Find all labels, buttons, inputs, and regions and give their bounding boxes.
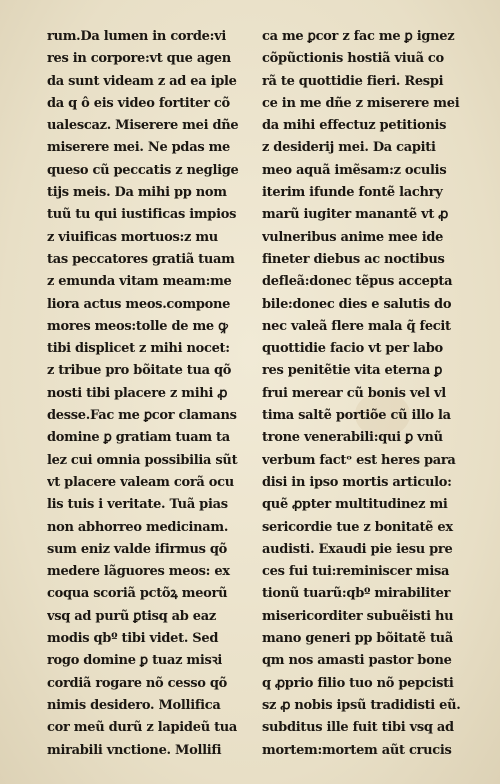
right-column-text-line: defleã:donec tẽpus accepta — [262, 274, 453, 290]
left-column-text-line: sum eniz valde ifirmus qõ — [47, 541, 228, 557]
right-column-text-line: audisti. Exaudi pie iesu pre — [262, 541, 453, 557]
left-column-text-line: non abhorreo medicinam. — [47, 519, 229, 535]
right-column-text-line: trone venerabili:qui ꝑ vnũ — [262, 430, 443, 446]
left-column-text-line: rogo domine ꝑ tuaz misꝛi — [47, 653, 222, 669]
right-column-text-line: quẽ ꝓpter multitudinez mi — [262, 497, 448, 513]
right-column-text-line: sz ꝓ nobis ipsũ tradidisti eũ. — [262, 697, 461, 713]
left-column-text-line: domine ꝑ gratiam tuam ta — [47, 430, 230, 446]
right-column-text-line: fineter diebus ac noctibus — [262, 251, 445, 267]
left-column-text-line: rum.Da lumen in corde:vi — [47, 29, 227, 44]
left-column-text-line: cordiã rogare nõ cesso qõ — [47, 675, 228, 691]
left-column-text-line: tibi displicet z mihi nocet: — [47, 341, 230, 357]
left-column-text-line: ualescaz. Miserere mei dñe — [47, 118, 239, 134]
left-column-text-line: lez cui omnia possibilia sũt — [47, 452, 238, 468]
left-column-text-line: tuũ tu qui iustificas impios — [47, 207, 237, 223]
right-column-text-line: sericordie tue z bonitatẽ ex — [262, 519, 453, 535]
right-column-text-line: meo aquã imẽsam:z oculis — [262, 162, 447, 178]
left-column-text-line: z viuificas mortuos:z mu — [47, 229, 218, 245]
right-column-text-line: mano generi pp bõitatẽ tuã — [262, 631, 453, 647]
right-column-text-line: rã te quottidie fieri. Respi — [262, 73, 444, 89]
left-column-text-line: da sunt videam z ad ea iple — [47, 73, 237, 89]
right-column-text-line: q ꝓprio filio tuo nõ pepcisti — [262, 675, 454, 691]
right-column-text-line: subditus ille fuit tibi vsq ad — [262, 720, 454, 736]
right-column-text-line: cõpũctionis hostiã viuã co — [262, 51, 444, 67]
right-column-text-line: bile:donec dies e salutis do — [262, 296, 452, 312]
left-column-text-line: z tribue pro bõitate tua qõ — [47, 363, 232, 379]
right-column-text-line: tima saltẽ portiõe cũ illo la — [262, 408, 451, 424]
right-column-text-line: misericorditer subuẽisti hu — [262, 608, 454, 624]
left-column-text-line: cor meũ durũ z lapideũ tua — [47, 720, 238, 736]
left-column-text-line: tas peccatores gratiã tuam — [47, 251, 235, 267]
right-column-text-line: quottidie facio vt per labo — [262, 341, 443, 357]
left-text-column — [47, 26, 265, 762]
right-column-text-line: nec valeã flere mala q̃ fecit — [262, 318, 451, 334]
right-column-text-line: qm nos amasti pastor bone — [262, 653, 452, 669]
left-column-text-line: z emunda vitam meam:me — [47, 274, 232, 290]
left-column-text-line: res in corpore:vt que agen — [47, 51, 231, 67]
right-column-text-line: z desiderij mei. Da capiti — [262, 140, 436, 156]
right-column-text-line: res penitẽtie vita eterna ꝑ — [262, 363, 443, 379]
left-column-text-line: liora actus meos.compone — [47, 296, 231, 312]
left-column-text-line: lis tuis i veritate. Tuã pias — [47, 497, 228, 513]
right-column-text-line: mortem:mortem aũt crucis — [262, 742, 452, 758]
right-column-text-line: verbum factᵒ est heres para — [262, 452, 456, 468]
right-column-text-line: tionũ tuarũ:qbº mirabiliter — [262, 586, 451, 602]
right-column-text-line: da mihi effectuz petitionis — [262, 118, 447, 134]
right-column-text-line: frui merear cũ bonis vel vl — [262, 385, 446, 401]
left-column-text-line: coqua scoriã pctõꝝ meorũ — [47, 586, 228, 602]
right-column-text-line: vulneribus anime mee ide — [262, 229, 444, 245]
left-column-text-line: modis qbº tibi videt. Sed — [47, 631, 219, 647]
left-column-text-line: tijs meis. Da mihi pp nom — [47, 185, 227, 201]
right-text-column — [262, 26, 480, 762]
right-column-text-line: iterim ifunde fontẽ lachry — [262, 185, 443, 201]
left-column-text-line: nimis desidero. Mollifica — [47, 697, 221, 713]
left-column-text-line: mores meos:tolle de me ꝙ — [47, 318, 228, 334]
right-column-text-line: ces fui tui:reminiscer misa — [262, 564, 450, 580]
right-column-text-line: marũ iugiter manantẽ vt ꝓ — [262, 207, 449, 223]
right-column-text-line: disi in ipso mortis articulo: — [262, 474, 452, 490]
left-column-text-line: queso cũ peccatis z neglige — [47, 162, 239, 178]
left-column-text-line: medere lãguores meos: ex — [47, 564, 230, 580]
left-column-text-line: vsq ad purũ ꝑtisq ab eaz — [47, 608, 216, 624]
left-column-text-line: mirabili vnctione. Mollifi — [47, 742, 222, 758]
right-column-text-line: ce in me dñe z miserere mei — [262, 95, 460, 111]
left-column-text-line: miserere mei. Ne pdas me — [47, 140, 231, 156]
left-column-text-line: nosti tibi placere z mihi ꝓ — [47, 385, 228, 401]
left-column-text-line: vt placere valeam corã ocu — [47, 474, 234, 490]
left-column-text-line: da q ô eis video fortiter cõ — [47, 95, 230, 111]
left-column-text-line: desse.Fac me ꝑcor clamans — [47, 408, 237, 424]
right-column-text-line: ca me ꝑcor z fac me ꝑ ignez — [262, 29, 455, 44]
